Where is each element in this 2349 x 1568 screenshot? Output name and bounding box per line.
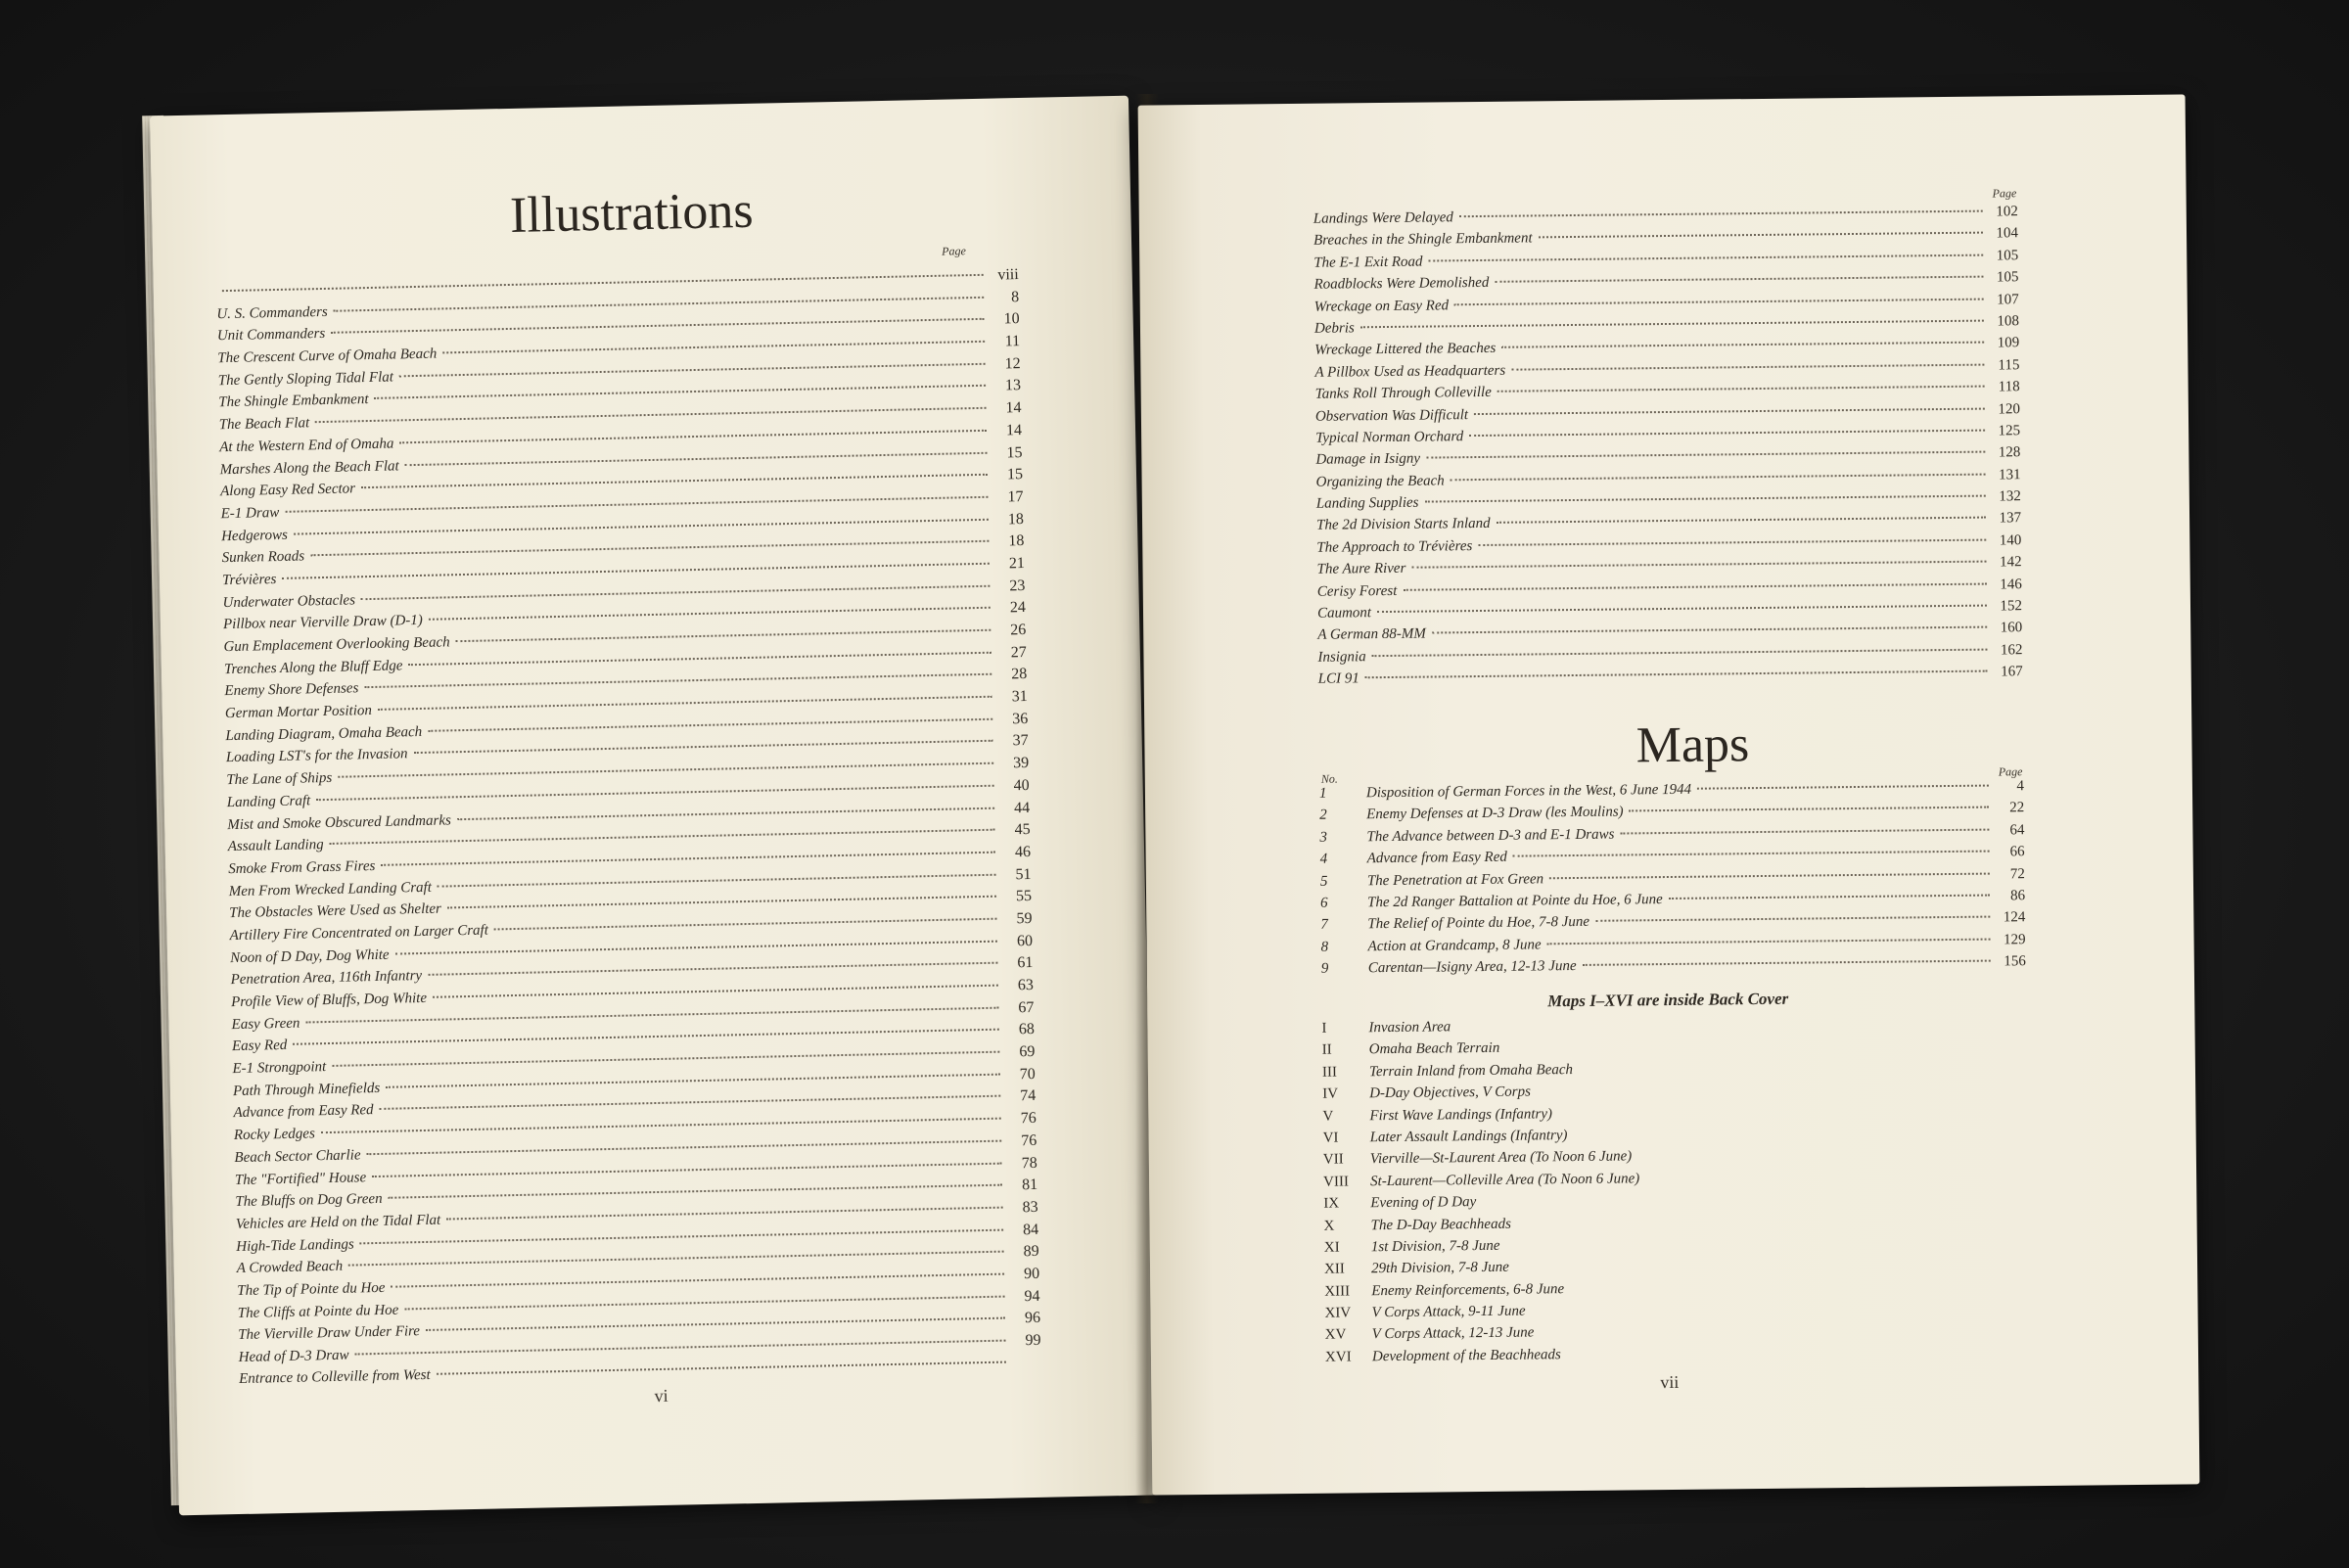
item-page: 102 [1996,204,2018,220]
item-page: 125 [1998,423,2021,439]
leader-dots [1497,386,1985,392]
item-page: 40 [1013,776,1030,795]
item-page: 37 [1012,732,1029,750]
item-title: Wreckage on Easy Red [1313,297,1450,315]
item-title: Evening of D Day [1370,1194,1477,1212]
map-number: 2 [1319,807,1327,824]
item-title: Pillbox near Vierville Draw (D-1) [222,613,424,633]
leader-dots [456,629,991,642]
item-page: viii [997,266,1019,284]
item-page: 23 [1009,576,1026,594]
item-page: 76 [1021,1131,1037,1150]
leader-dots [494,918,997,931]
map-roman-number: XIII [1324,1283,1351,1300]
item-title: Rocky Ledges [233,1126,316,1144]
page-folio-left: vi [654,1385,668,1407]
item-page: 89 [1023,1243,1039,1261]
item-title: The Gently Sloping Tidal Flat [217,369,394,389]
item-page: 51 [1015,865,1032,883]
item-page: 26 [1010,621,1027,639]
map-number: 8 [1320,939,1329,955]
leader-dots [447,896,996,909]
item-page: 46 [1014,843,1032,861]
item-title: The Beach Flat [218,415,310,434]
right-page [1138,94,2200,1495]
leader-dots [1497,517,1986,524]
item-page: 68 [1018,1021,1036,1038]
item-page: 90 [1023,1265,1040,1283]
left-page [150,96,1158,1516]
item-page: 14 [1005,421,1023,439]
item-title: U. S. Commanders [216,303,328,322]
item-page: 104 [1996,225,2019,242]
item-title: Head of D-3 Draw [238,1347,349,1366]
leader-dots [1583,960,1991,966]
item-title: 29th Division, 7-8 June [1370,1260,1509,1277]
item-page: 21 [1008,554,1026,573]
item-page: 120 [1998,400,2020,417]
item-page: 11 [1004,333,1021,350]
page-column-label: Page [942,244,967,258]
item-page: 15 [1006,466,1024,484]
item-title: Carentan—Isigny Area, 12-13 June [1367,958,1577,977]
item-title: Advance from Easy Red [1366,849,1507,867]
map-roman-number: II [1321,1042,1332,1059]
item-title: The 2d Division Starts Inland [1316,516,1491,534]
item-page: 27 [1010,643,1027,662]
map-roman-number: V [1322,1108,1334,1125]
map-roman-number: XVI [1324,1349,1352,1365]
item-page: 64 [2009,821,2025,839]
item-title: V Corps Attack, 9-11 June [1371,1303,1526,1321]
item-title: Roadblocks Were Demolished [1313,275,1490,293]
item-page: 66 [2009,844,2025,860]
map-roman-number: XIV [1324,1305,1352,1321]
item-page: 74 [1020,1087,1036,1105]
item-page: 107 [1997,291,2019,308]
item-title: The Lane of Ships [226,770,333,789]
item-title: Caumont [1316,605,1372,622]
item-title: D-Day Objectives, V Corps [1369,1084,1531,1102]
leader-dots [457,807,994,820]
item-title: The Shingle Embankment [218,392,369,411]
map-roman-number: VII [1322,1151,1344,1169]
map-number: 3 [1319,829,1328,846]
item-page: 18 [1007,510,1025,528]
item-title: Breaches in the Shingle Embankment [1313,230,1533,250]
item-title: Typical Norman Orchard [1315,429,1464,446]
item-page: 129 [2003,931,2026,948]
item-title: Penetration Area, 116th Infantry [230,968,423,989]
item-title: Insignia [1317,649,1366,666]
item-page: 86 [2010,888,2026,904]
item-title: Hedgerows [220,527,289,544]
item-title: Unit Commanders [216,326,326,345]
item-page: 15 [1006,443,1023,461]
item-title: Omaha Beach Terrain [1368,1040,1500,1058]
item-title: Smoke From Grass Fires [228,857,376,877]
map-roman-number: VIII [1323,1174,1350,1190]
item-page: 131 [1999,466,2021,484]
item-page: 99 [1025,1331,1041,1350]
leader-dots [1549,872,1990,879]
item-title: St-Laurent—Colleville Area (To Noon 6 June) [1370,1171,1640,1189]
map-roman-number: XV [1324,1326,1347,1344]
item-title: A German 88-MM [1317,626,1426,644]
item-page: 105 [1996,269,2019,286]
item-page: 28 [1011,666,1028,683]
leader-dots [1539,232,1983,239]
illustrations-continued-list [1313,204,2023,693]
item-page: 118 [1998,379,2020,395]
item-title: The E-1 Exit Road [1313,254,1423,271]
item-title: Action at Grandcamp, 8 June [1367,937,1542,954]
leader-dots [1474,407,1985,414]
item-title: The Crescent Curve of Omaha Beach [217,346,438,367]
map-roman-number: X [1323,1218,1335,1234]
item-page: 81 [1022,1176,1038,1194]
map-roman-number: XI [1323,1239,1340,1256]
leader-dots [1372,648,1988,657]
map-roman-number: XII [1323,1261,1345,1278]
leader-dots [1459,210,1983,218]
item-page: 76 [1020,1110,1036,1128]
item-title: The Vierville Draw Under Fire [238,1323,421,1344]
item-page: 12 [1004,354,1021,373]
item-title: Assault Landing [227,837,324,855]
item-page: 61 [1017,954,1034,972]
item-page: 132 [1999,488,2021,505]
leader-dots [442,341,985,354]
item-page: 156 [2004,953,2026,970]
item-page: 72 [2009,865,2025,882]
item-title: Organizing the Beach [1315,473,1445,490]
item-title: Men From Wrecked Landing Craft [228,879,433,899]
item-page: 96 [1024,1310,1041,1327]
map-roman-number: IX [1323,1195,1340,1212]
leader-dots [1424,495,1985,503]
leader-dots [1620,828,1989,834]
item-page: 44 [1013,799,1031,816]
item-page: 39 [1013,755,1030,772]
leader-dots [1547,938,1991,945]
item-page: 84 [1022,1221,1039,1238]
item-title: Cerisy Forest [1316,582,1398,600]
item-page: 105 [1996,248,2019,264]
item-title: Along Easy Red Sector [220,481,356,500]
item-page: 124 [2003,909,2026,926]
item-title: The Aure River [1316,561,1406,578]
item-title: Landings Were Delayed [1313,209,1453,227]
item-page: 22 [2009,800,2025,816]
item-page: 78 [1021,1154,1037,1172]
item-page: 4 [2016,778,2025,795]
map-roman-number: I [1321,1020,1327,1037]
leader-dots [1511,363,1984,370]
item-page: 146 [2000,576,2022,593]
item-page: 167 [2001,664,2023,680]
item-page [1012,1366,1041,1367]
map-number: 7 [1320,916,1328,934]
leader-dots [1501,342,1984,348]
item-page: 13 [1004,377,1022,394]
item-title: A Pillbox Used as Headquarters [1314,362,1506,381]
map-number: 4 [1319,851,1328,867]
item-page: 60 [1016,932,1034,949]
item-title: Easy Red [231,1038,288,1055]
item-title: Wreckage Littered the Beaches [1314,341,1497,359]
item-title: LCI 91 [1317,670,1359,687]
back-cover-heading: Maps I–XVI are inside Back Cover [1547,989,1789,1011]
item-title: Sunken Roads [221,548,305,567]
item-title: The Approach to Trévières [1316,537,1473,556]
page-column-label-right: Page [1992,186,2017,201]
item-title: Trenches Along the Bluff Edge [223,658,403,677]
leader-dots [1411,561,1986,569]
map-number: 9 [1320,960,1329,977]
item-title: V Corps Attack, 12-13 June [1371,1324,1535,1343]
item-title: Noon of D Day, Dog White [229,946,390,966]
leader-dots [1451,473,1986,481]
leader-dots [1432,626,1987,634]
item-title: Path Through Minefields [232,1080,381,1099]
item-page: 69 [1019,1042,1036,1061]
item-title: The Cliffs at Pointe du Hoe [237,1302,399,1321]
item-title: Easy Green [231,1015,300,1033]
item-page: 17 [1007,487,1024,506]
item-title: First Wave Landings (Infantry) [1369,1105,1553,1124]
item-title: Tanks Roll Through Colleville [1314,384,1492,402]
item-title: Advance from Easy Red [233,1102,374,1122]
item-title: Enemy Defenses at D-3 Draw (les Moulins) [1366,804,1624,823]
map-roman-number: VI [1322,1130,1339,1146]
item-page: 10 [1003,310,1020,328]
item-page: 67 [1018,998,1035,1016]
item-page: 70 [1019,1065,1036,1083]
item-title: E-1 Strongpoint [232,1059,327,1078]
map-number: 6 [1320,895,1328,911]
item-title: Observation Was Difficult [1314,406,1469,425]
illustrations-title: Illustrations [509,182,755,244]
item-title: Development of the Beachheads [1371,1347,1561,1365]
leader-dots [1595,916,1990,922]
item-title: Enemy Shore Defenses [224,680,359,700]
item-page: 142 [1999,554,2022,571]
item-title: Marshes Along the Beach Flat [219,457,399,478]
item-title: Underwater Obstacles [222,591,356,611]
item-title: Mist and Smoke Obscured Landmarks [227,811,452,833]
item-title: The 2d Ranger Battalion at Pointe du Hoe, 6 June [1367,892,1663,911]
item-title: Profile View of Bluffs, Dog White [230,990,428,1011]
illustrations-list [216,266,1042,1393]
item-title: The Relief of Pointe du Hoe, 7-8 June [1367,914,1590,933]
leader-dots [1454,298,1984,305]
item-title: The Bluffs on Dog Green [235,1191,383,1211]
map-number: 5 [1319,873,1328,890]
item-title: German Mortar Position [224,703,373,722]
item-page: 94 [1024,1287,1040,1305]
back-cover-maps-list [1321,1013,2030,1371]
item-title: Trévières [221,571,277,589]
leader-dots [1513,851,1990,857]
page-folio-right: vii [1660,1371,1680,1393]
item-title: Loading LST's for the Invasion [225,746,408,766]
item-title: Vierville—St-Laurent Area (To Noon 6 June) [1369,1148,1633,1168]
item-title: Landing Supplies [1315,494,1419,512]
item-page: 115 [1998,356,2020,374]
item-page: 63 [1017,976,1035,994]
item-page: 18 [1008,532,1025,550]
leader-dots [1495,276,1983,283]
leader-dots [1469,430,1985,438]
leader-dots [1360,320,1984,329]
leader-dots [1365,670,1988,679]
leader-dots [222,274,984,292]
item-page: 128 [1998,444,2021,461]
item-title: The Penetration at Fox Green [1366,870,1544,889]
item-title: Debris [1313,320,1355,337]
item-page: 152 [2000,598,2023,615]
leader-dots [1478,538,1986,545]
item-title: Terrain Inland from Omaha Beach [1368,1061,1574,1081]
item-page: 55 [1015,888,1033,905]
item-title: 1st Division, 7-8 June [1370,1237,1500,1256]
item-title: Damage in Isigny [1315,450,1421,469]
item-page: 24 [1009,599,1027,617]
item-title: The Obstacles Were Used as Shelter [229,900,442,922]
item-title: The Tip of Pointe du Hoe [237,1279,386,1299]
map-roman-number: III [1321,1064,1338,1081]
leader-dots [1697,785,1989,790]
maps-no-label: No. [1320,771,1338,786]
leader-dots [1377,605,1987,614]
item-page: 36 [1012,710,1029,728]
item-title: Gun Emplacement Overlooking Beach [223,634,450,656]
item-page: 8 [1011,288,1020,305]
item-title: The Advance between D-3 and E-1 Draws [1366,826,1615,846]
item-page: 83 [1022,1198,1038,1217]
item-title: The "Fortified" House [234,1169,367,1188]
map-number: 1 [1318,785,1327,802]
item-title: Entrance to Colleville from West [239,1366,431,1387]
item-title: The D-Day Beachheads [1370,1216,1511,1233]
item-page: 140 [1999,532,2022,549]
item-title: Disposition of German Forces in the West, 6 June 1944 [1365,781,1692,802]
item-page: 108 [1997,313,2020,330]
item-page: 137 [1999,510,2022,527]
item-title: Beach Sector Charlie [234,1147,361,1166]
item-page: 109 [1997,335,2020,351]
item-title: Landing Craft [226,793,311,810]
item-title: Enemy Reinforcements, 6-8 June [1371,1280,1565,1299]
maps-list [1319,778,2026,983]
item-page: 14 [1005,399,1022,417]
item-title: At the Western End of Omaha [219,436,394,456]
leader-dots [1630,807,1990,812]
item-page: 162 [2000,642,2023,659]
leader-dots [1403,582,1986,590]
maps-title: Maps [1635,716,1750,774]
item-title: Landing Diagram, Omaha Beach [225,723,423,744]
maps-page-label: Page [1998,764,2023,779]
item-title: Invasion Area [1368,1019,1451,1037]
leader-dots [1669,895,1990,899]
item-page: 59 [1016,909,1033,928]
leader-dots [1426,451,1985,459]
map-roman-number: IV [1322,1085,1339,1102]
item-title: E-1 Draw [220,504,280,523]
item-title: High-Tide Landings [236,1236,354,1255]
leader-dots [1428,254,1983,261]
item-title: Artillery Fire Concentrated on Larger Craft [229,922,489,945]
item-title: Vehicles are Held on the Tidal Flat [235,1212,441,1232]
item-title: A Crowded Beach [236,1259,344,1277]
item-title: Later Assault Landings (Infantry) [1369,1128,1568,1146]
item-page: 45 [1014,821,1031,839]
item-page: 31 [1011,688,1028,706]
item-page: 160 [2000,620,2023,636]
